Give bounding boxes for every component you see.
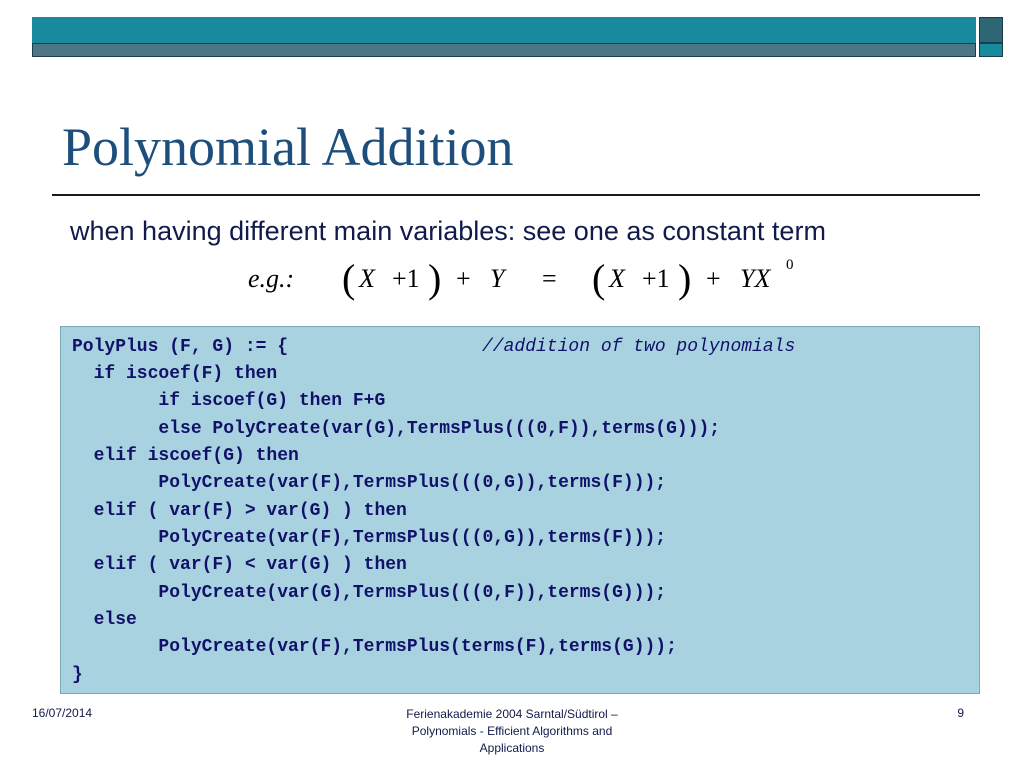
code-line: PolyCreate(var(F),TermsPlus(((0,G)),terms(F)));: [72, 473, 667, 493]
footer-date: 16/07/2014: [32, 706, 93, 720]
code-line: else: [72, 610, 137, 630]
footer-title-line: Polynomials - Efficient Algorithms and: [411, 724, 613, 738]
equation-lhs-close-paren: ): [428, 256, 442, 301]
equation-rhs-open-paren: (: [592, 256, 606, 301]
code-line: if iscoef(F) then: [72, 364, 278, 384]
footer-title-line: Ferienakademie 2004 Sarntal/Südtirol –: [406, 707, 618, 721]
equation-rhs-yx: YX: [740, 264, 771, 293]
code-comment: //addition of two polynomials: [482, 337, 796, 357]
equation-rhs-plus-one: +1: [642, 264, 670, 293]
equation-rhs-operator: +: [706, 264, 721, 293]
code-block: [60, 326, 980, 694]
equation-equals: =: [542, 264, 557, 293]
code-line: PolyCreate(var(F),TermsPlus(terms(F),terms(G)));: [72, 637, 677, 657]
code-line: }: [72, 665, 83, 685]
equation-lhs-open-paren: (: [342, 256, 356, 301]
code-line: else PolyCreate(var(G),TermsPlus(((0,F)),terms(G)));: [72, 419, 721, 439]
page-number: 9: [957, 706, 964, 720]
equation-lhs-x: X: [359, 264, 375, 293]
slide-title: Polynomial Addition: [62, 117, 514, 177]
code-line: elif ( var(F) < var(G) ) then: [72, 555, 407, 575]
footer-title-line: Applications: [479, 741, 545, 755]
equation-rhs-exponent: 0: [786, 257, 794, 273]
header-bar: [32, 17, 976, 45]
footer-title: [362, 706, 662, 757]
code-line: PolyPlus (F, G) := {: [72, 337, 289, 357]
equation-prefix: e.g.:: [248, 264, 295, 293]
equation-rhs-close-paren: ): [678, 256, 692, 301]
header-square-top: [979, 17, 1003, 43]
code-line: PolyCreate(var(F),TermsPlus(((0,G)),terms(F)));: [72, 528, 667, 548]
code-line: if iscoef(G) then F+G: [72, 391, 386, 411]
equation-lhs-operator: +: [456, 264, 471, 293]
code-line: PolyCreate(var(G),TermsPlus(((0,F)),terms(G)));: [72, 583, 667, 603]
equation-lhs-plus-one: +1: [392, 264, 420, 293]
equation-lhs-y: Y: [490, 264, 505, 293]
title-divider: [52, 194, 980, 196]
header-strip: [32, 43, 976, 57]
equation-rhs-x: X: [609, 264, 625, 293]
header-square-bottom: [979, 43, 1003, 57]
code-line: elif iscoef(G) then: [72, 446, 299, 466]
code-line: elif ( var(F) > var(G) ) then: [72, 501, 407, 521]
slide-subtitle: when having different main variables: see one as constant term: [70, 216, 826, 246]
